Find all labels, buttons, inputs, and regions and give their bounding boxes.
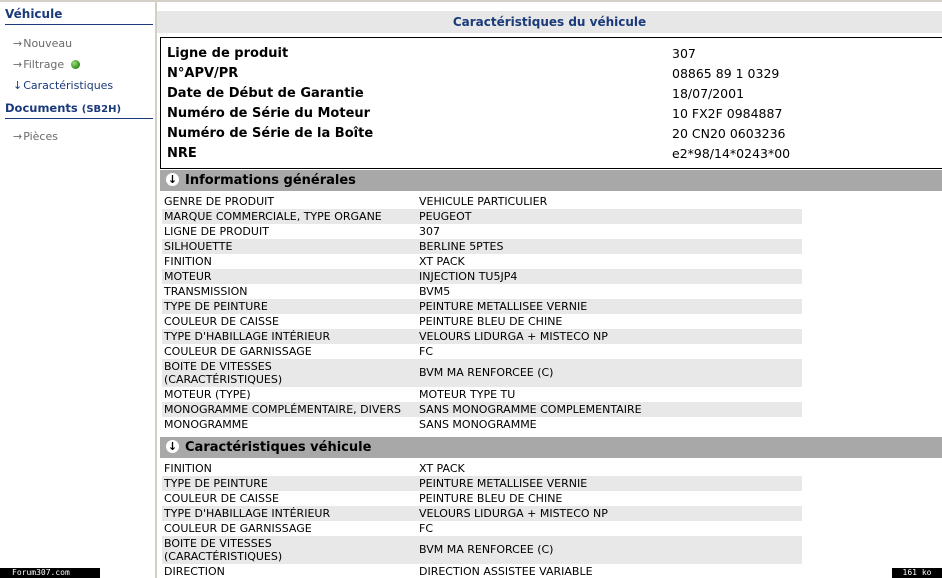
- sidebar-item-pieces[interactable]: [13, 130, 58, 143]
- row-value: 307: [419, 225, 440, 238]
- row-value: BVM MA RENFORCEE (C): [419, 543, 554, 556]
- row-value: FC: [419, 522, 434, 535]
- table-row: [162, 402, 802, 417]
- row-value: VELOURS LIDURGA + MISTECO NP: [419, 507, 608, 520]
- row-label: COULEUR DE CAISSE: [164, 315, 279, 328]
- row-value: MOTEUR TYPE TU: [419, 388, 516, 401]
- row-label: TYPE DE PEINTURE: [164, 300, 268, 313]
- table-row: [162, 344, 802, 359]
- row-label: COULEUR DE CAISSE: [164, 492, 279, 505]
- arrow-right-icon: →: [13, 58, 23, 71]
- sidebar: [0, 2, 155, 578]
- summary-row: [167, 44, 942, 64]
- table-row: [162, 417, 802, 432]
- row-label: GENRE DE PRODUIT: [164, 195, 275, 208]
- table-row: [162, 506, 802, 521]
- page-title: Caractéristiques du véhicule: [157, 11, 942, 33]
- collapse-arrow-down-icon[interactable]: ↓: [167, 440, 178, 453]
- summary-label: Numéro de Série du Moteur: [167, 106, 371, 121]
- sidebar-section-documents-label: Documents: [5, 101, 78, 115]
- row-label: MONOGRAMME: [164, 418, 249, 431]
- arrow-down-icon: ↓: [13, 79, 23, 92]
- row-label: MOTEUR (TYPE): [164, 388, 251, 401]
- section-title: Informations générales: [185, 173, 356, 188]
- table-row: [162, 314, 802, 329]
- sidebar-item-caracteristiques[interactable]: [13, 79, 113, 92]
- row-label-line2: (CARACTÉRISTIQUES): [164, 550, 283, 563]
- table-row: [162, 329, 802, 344]
- summary-row: [167, 124, 942, 144]
- row-label-line1: BOITE DE VITESSES: [164, 537, 272, 550]
- status-green-dot-icon: [71, 60, 80, 69]
- section-title: Caractéristiques véhicule: [185, 440, 372, 455]
- row-label: TYPE DE PEINTURE: [164, 477, 268, 490]
- row-value: FC: [419, 345, 434, 358]
- sidebar-item-nouveau[interactable]: [13, 37, 72, 50]
- sidebar-divider: [5, 24, 153, 25]
- table-row: [162, 359, 802, 387]
- row-value: BVM MA RENFORCEE (C): [419, 366, 554, 379]
- row-label: COULEUR DE GARNISSAGE: [164, 345, 312, 358]
- sidebar-section-vehicule: Véhicule: [5, 7, 63, 21]
- row-label: MARQUE COMMERCIALE, TYPE ORGANE: [164, 210, 382, 223]
- row-label: LIGNE DE PRODUIT: [164, 225, 269, 238]
- section-header-caracteristiques-vehicule[interactable]: [160, 437, 942, 458]
- row-value: PEINTURE METALLISEE VERNIE: [419, 477, 588, 490]
- general-info-table: [162, 194, 802, 432]
- sidebar-item-label: Pièces: [23, 130, 58, 143]
- table-row: [162, 224, 802, 239]
- row-label: MONOGRAMME COMPLÉMENTAIRE, DIVERS: [164, 403, 401, 416]
- table-row: [162, 254, 802, 269]
- main-content: [157, 2, 942, 578]
- status-bar-site: Forum307.com: [0, 568, 100, 578]
- summary-value: 18/07/2001: [672, 86, 745, 101]
- summary-value: e2*98/14*0243*00: [672, 146, 791, 161]
- table-row: [162, 239, 802, 254]
- row-label: TYPE D'HABILLAGE INTÉRIEUR: [164, 330, 331, 343]
- sidebar-divider: [5, 118, 153, 119]
- summary-label: NRE: [167, 146, 197, 161]
- status-bar-size: 161 ko: [892, 568, 942, 578]
- row-value: VELOURS LIDURGA + MISTECO NP: [419, 330, 608, 343]
- row-value: PEINTURE BLEU DE CHINE: [419, 315, 563, 328]
- row-value: PEUGEOT: [419, 210, 472, 223]
- table-row: [162, 284, 802, 299]
- summary-label: Numéro de Série de la Boîte: [167, 126, 374, 141]
- row-value: XT PACK: [419, 255, 465, 268]
- sidebar-section-documents-sub: (SB2H): [81, 104, 122, 115]
- table-row: [162, 269, 802, 284]
- collapse-arrow-down-icon[interactable]: ↓: [167, 173, 178, 186]
- sidebar-item-label: Filtrage: [23, 58, 65, 71]
- sidebar-section-documents: [5, 101, 121, 115]
- row-label: MOTEUR: [164, 270, 212, 283]
- summary-row: [167, 84, 942, 104]
- summary-label: Date de Début de Garantie: [167, 86, 364, 101]
- arrow-right-icon: →: [13, 37, 23, 50]
- table-row: [162, 491, 802, 506]
- table-row: [162, 299, 802, 314]
- table-row: [162, 209, 802, 224]
- row-value: SANS MONOGRAMME: [419, 418, 537, 431]
- summary-value: 08865 89 1 0329: [672, 66, 780, 81]
- row-value: VEHICULE PARTICULIER: [419, 195, 548, 208]
- row-label-line2: (CARACTÉRISTIQUES): [164, 373, 283, 386]
- row-label-line1: BOITE DE VITESSES: [164, 360, 272, 373]
- row-value: BVM5: [419, 285, 451, 298]
- arrow-right-icon: →: [13, 130, 23, 143]
- summary-value: 10 FX2F 0984887: [672, 106, 783, 121]
- table-row: [162, 387, 802, 402]
- row-value: SANS MONOGRAMME COMPLEMENTAIRE: [419, 403, 642, 416]
- row-label: COULEUR DE GARNISSAGE: [164, 522, 312, 535]
- table-row: [162, 564, 802, 578]
- row-label: SILHOUETTE: [164, 240, 233, 253]
- table-row: [162, 194, 802, 209]
- table-row: [162, 521, 802, 536]
- row-label: FINITION: [164, 255, 212, 268]
- row-label: FINITION: [164, 462, 212, 475]
- row-value: INJECTION TU5JP4: [419, 270, 518, 283]
- row-value: PEINTURE METALLISEE VERNIE: [419, 300, 588, 313]
- row-label: [164, 360, 414, 386]
- summary-label: Ligne de produit: [167, 46, 289, 61]
- summary-value: 20 CN20 0603236: [672, 126, 786, 141]
- sidebar-item-label: Nouveau: [23, 37, 73, 50]
- vehicle-characteristics-table: [162, 461, 802, 578]
- row-label: TRANSMISSION: [164, 285, 248, 298]
- row-label: DIRECTION: [164, 565, 225, 578]
- section-header-informations-generales[interactable]: [160, 170, 942, 191]
- row-value: XT PACK: [419, 462, 465, 475]
- summary-row: [167, 64, 942, 84]
- summary-row: [167, 144, 942, 164]
- row-value: DIRECTION ASSISTEE VARIABLE: [419, 565, 593, 578]
- table-row: [162, 461, 802, 476]
- table-row: [162, 476, 802, 491]
- row-value: BERLINE 5PTES: [419, 240, 504, 253]
- vehicle-summary-box: [160, 37, 942, 169]
- summary-label: N°APV/PR: [167, 66, 239, 81]
- row-label: TYPE D'HABILLAGE INTÉRIEUR: [164, 507, 331, 520]
- table-row: [162, 536, 802, 564]
- sidebar-item-filtrage[interactable]: [13, 58, 80, 71]
- row-value: PEINTURE BLEU DE CHINE: [419, 492, 563, 505]
- summary-value: 307: [672, 46, 696, 61]
- sidebar-item-label: Caractéristiques: [23, 79, 114, 92]
- row-label: [164, 537, 414, 563]
- summary-row: [167, 104, 942, 124]
